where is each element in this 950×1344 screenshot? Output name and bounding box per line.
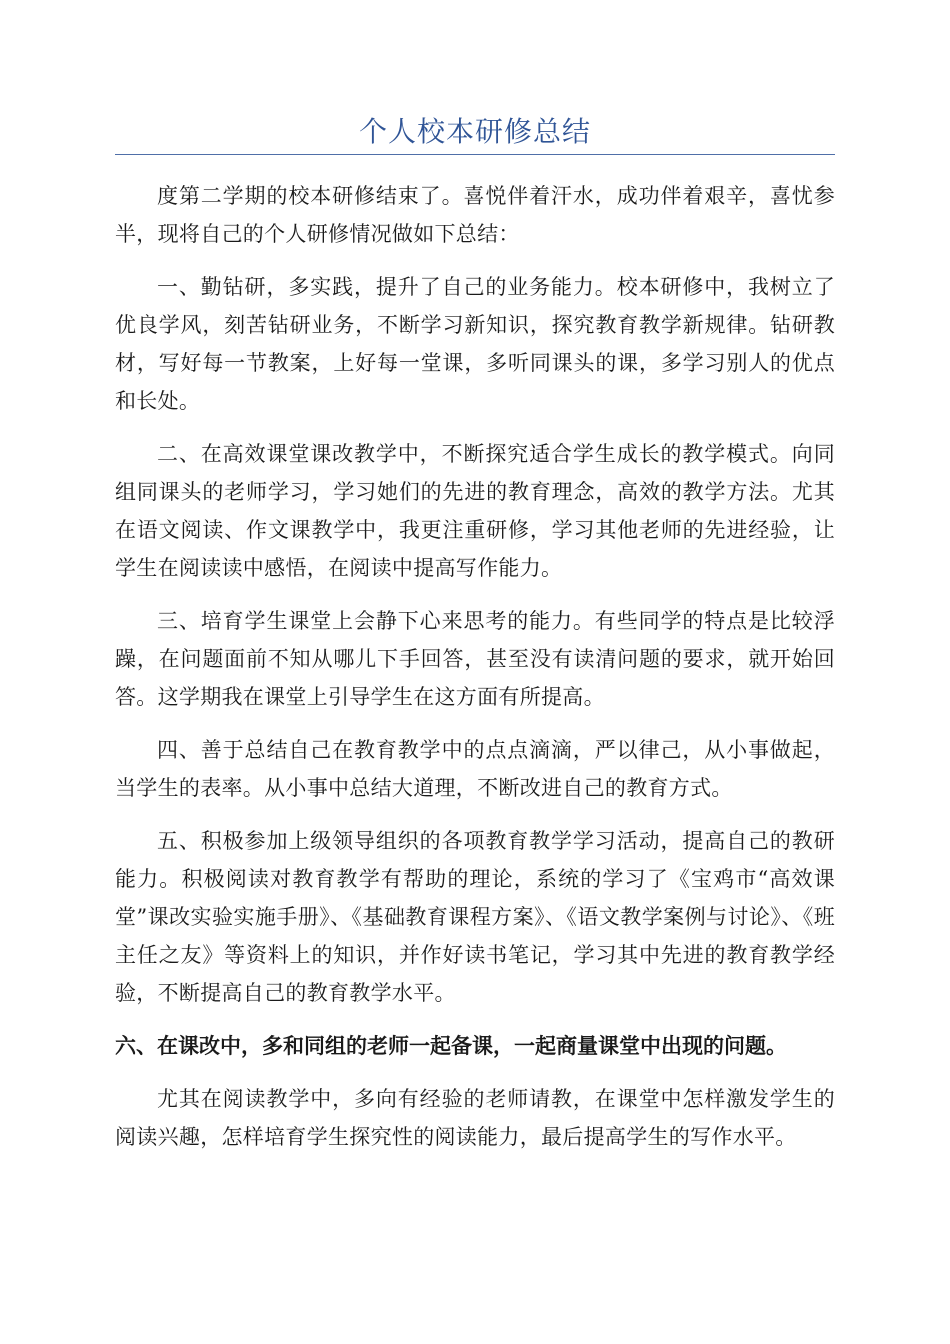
document-title: 个人校本研修总结: [358, 115, 591, 148]
paragraph-2: 二、在高效课堂课改教学中，不断探究适合学生成长的教学模式。向同组同课头的老师学习，学习她们的先进的教育理念，高效的教学方法。尤其在语文阅读、作文课教学中，我更注重研修，学习其他老师的先进经验，让学生在阅读读中感悟，在阅读中提高写作能力。: [115, 442, 835, 580]
paragraph-final: 尤其在阅读教学中，多向有经验的老师请教，在课堂中怎样激发学生的阅读兴趣，怎样培育学生探究性的阅读能力，最后提高学生的写作水平。: [115, 1087, 835, 1149]
title-underline: [115, 154, 835, 155]
paragraph-1: 一、勤钻研，多实践，提升了自己的业务能力。校本研修中，我树立了优良学风，刻苦钻研业务，不断学习新知识，探究教育教学新规律。钻研教材，写好每一节教案，上好每一堂课，多听同课头的课，多学习别人的优点和长处。: [115, 275, 835, 413]
paragraph-4: 四、善于总结自己在教育教学中的点点滴滴，严以律己，从小事做起，当学生的表率。从小事中总结大道理，不断改进自己的教育方式。: [115, 738, 835, 800]
paragraph-3: 三、培育学生课堂上会静下心来思考的能力。有些同学的特点是比较浮躁，在问题面前不知从哪儿下手回答，甚至没有读清问题的要求，就开始回答。这学期我在课堂上引导学生在这方面有所提高。: [115, 609, 835, 709]
paragraph-5: 五、积极参加上级领导组织的各项教育教学学习活动，提高自己的教研能力。积极阅读对教育教学有帮助的理论，系统的学习了《宝鸡市“高效课堂”课改实验实施手册》、《基础教育课程方案》、《语文教学案例与讨论》、《班主任之友》等资料上的知识，并作好读书笔记，学习其中先进的教育教学经验，不断提高自己的教育教学水平。: [115, 829, 835, 1005]
heading-6: 六、在课改中，多和同组的老师一起备课，一起商量课堂中出现的问题。: [115, 1034, 787, 1058]
document-page: [115, 112, 835, 1171]
paragraph-intro: 度第二学期的校本研修结束了。喜悦伴着汗水，成功伴着艰辛，喜忧参半，现将自己的个人研修情况做如下总结：: [115, 184, 835, 246]
